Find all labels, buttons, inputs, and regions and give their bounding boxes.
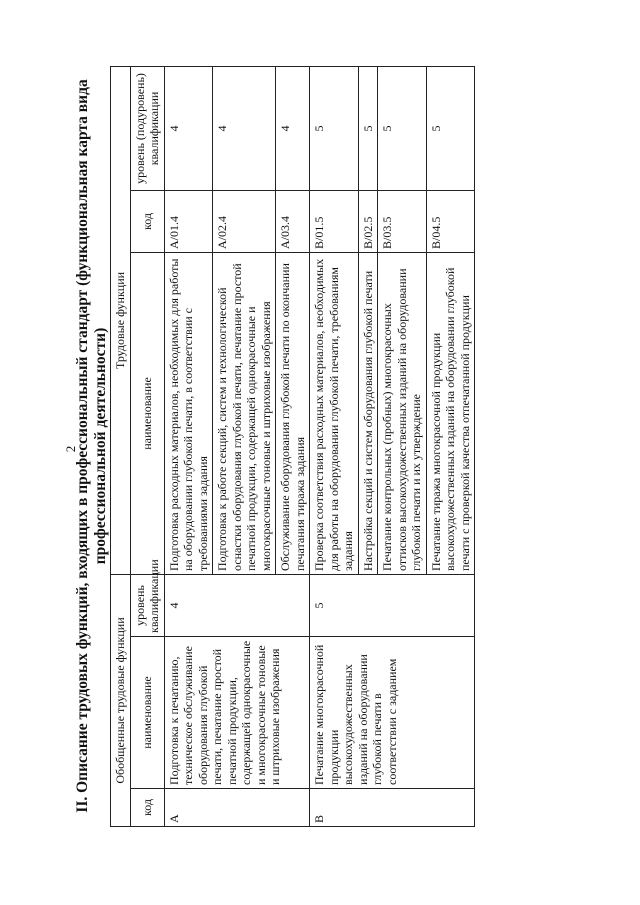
page-number: 2 (63, 445, 78, 453)
group-level: 5 (310, 574, 475, 636)
group-name: Печатание многокрасочной продукции высокохудожественных изданий на оборудовании глубокой печати в соответствии с заданием (310, 637, 475, 789)
function-name: Печатание контрольных (пробных) многокрасочных оттисков высокохудожественных изданий на оборудовании глубокой печати и их утверждение (378, 252, 427, 574)
function-code: B/01.5 (310, 190, 359, 252)
header-name: наименование (130, 637, 164, 789)
function-code: A/03.4 (276, 190, 310, 252)
function-code: A/02.4 (213, 190, 276, 252)
functional-map-table (110, 66, 475, 827)
header-generalized: Обобщенные трудовые функции (111, 574, 131, 826)
table-row (310, 66, 359, 826)
group-name: Подготовка к печатанию, техническое обслуживание оборудования глубокой печати, печатание простой печатной продукции, содержащей однокрасочные и многокрасочные тоновые и штриховые изображения (164, 637, 310, 789)
function-level: 5 (378, 66, 427, 190)
group-code: A (164, 789, 310, 827)
function-name: Печатание тиража многокрасочной продукции высокохудожественных изданий на оборудовании глубокой печати с проверкой качества отпечатанной продукции (426, 252, 475, 574)
header-row-1 (111, 66, 131, 826)
function-name: Подготовка к работе секций, систем и технологической оснастки оборудования глубокой печати, печатание простой печатной продукции, содержащей однокрасочные и многокрасочные тоновые и штриховые изображения (213, 252, 276, 574)
function-level: 5 (426, 66, 475, 190)
function-name: Настройка секций и систем оборудования глубокой печати (358, 252, 378, 574)
header-function-name: наименование (130, 252, 164, 574)
function-code: A/01.4 (164, 190, 213, 252)
header-sublevel: уровень (подуровень) квалификации (130, 66, 164, 190)
function-code: B/03.5 (378, 190, 427, 252)
section-title: II. Описание трудовых функций, входящих в профессиональный стандарт (функциональная карта вида профессиональной деятельности) (74, 79, 109, 813)
function-name: Обслуживание оборудования глубокой печати по окончании печатания тиража задания (276, 252, 310, 574)
group-level: 4 (164, 574, 310, 636)
header-level: уровень квалификации (130, 574, 164, 636)
function-code: B/02.5 (358, 190, 378, 252)
function-level: 5 (310, 66, 359, 190)
function-name: Подготовка расходных материалов, необходимых для работы на оборудовании глубокой печати, в соответствии с требованиями задания (164, 252, 213, 574)
function-code: B/04.5 (426, 190, 475, 252)
function-level: 4 (164, 66, 213, 190)
function-level: 5 (358, 66, 378, 190)
header-row-2 (130, 66, 164, 826)
header-code: код (130, 789, 164, 827)
table-row (164, 66, 213, 826)
function-level: 4 (276, 66, 310, 190)
header-function-code: код (130, 190, 164, 252)
function-level: 4 (213, 66, 276, 190)
header-labor: Трудовые функции (111, 66, 131, 574)
function-name: Проверка соответствия расходных материалов, необходимых для работы на оборудовании глубокой печати, требованиям задания (310, 252, 359, 574)
group-code: B (310, 789, 475, 827)
